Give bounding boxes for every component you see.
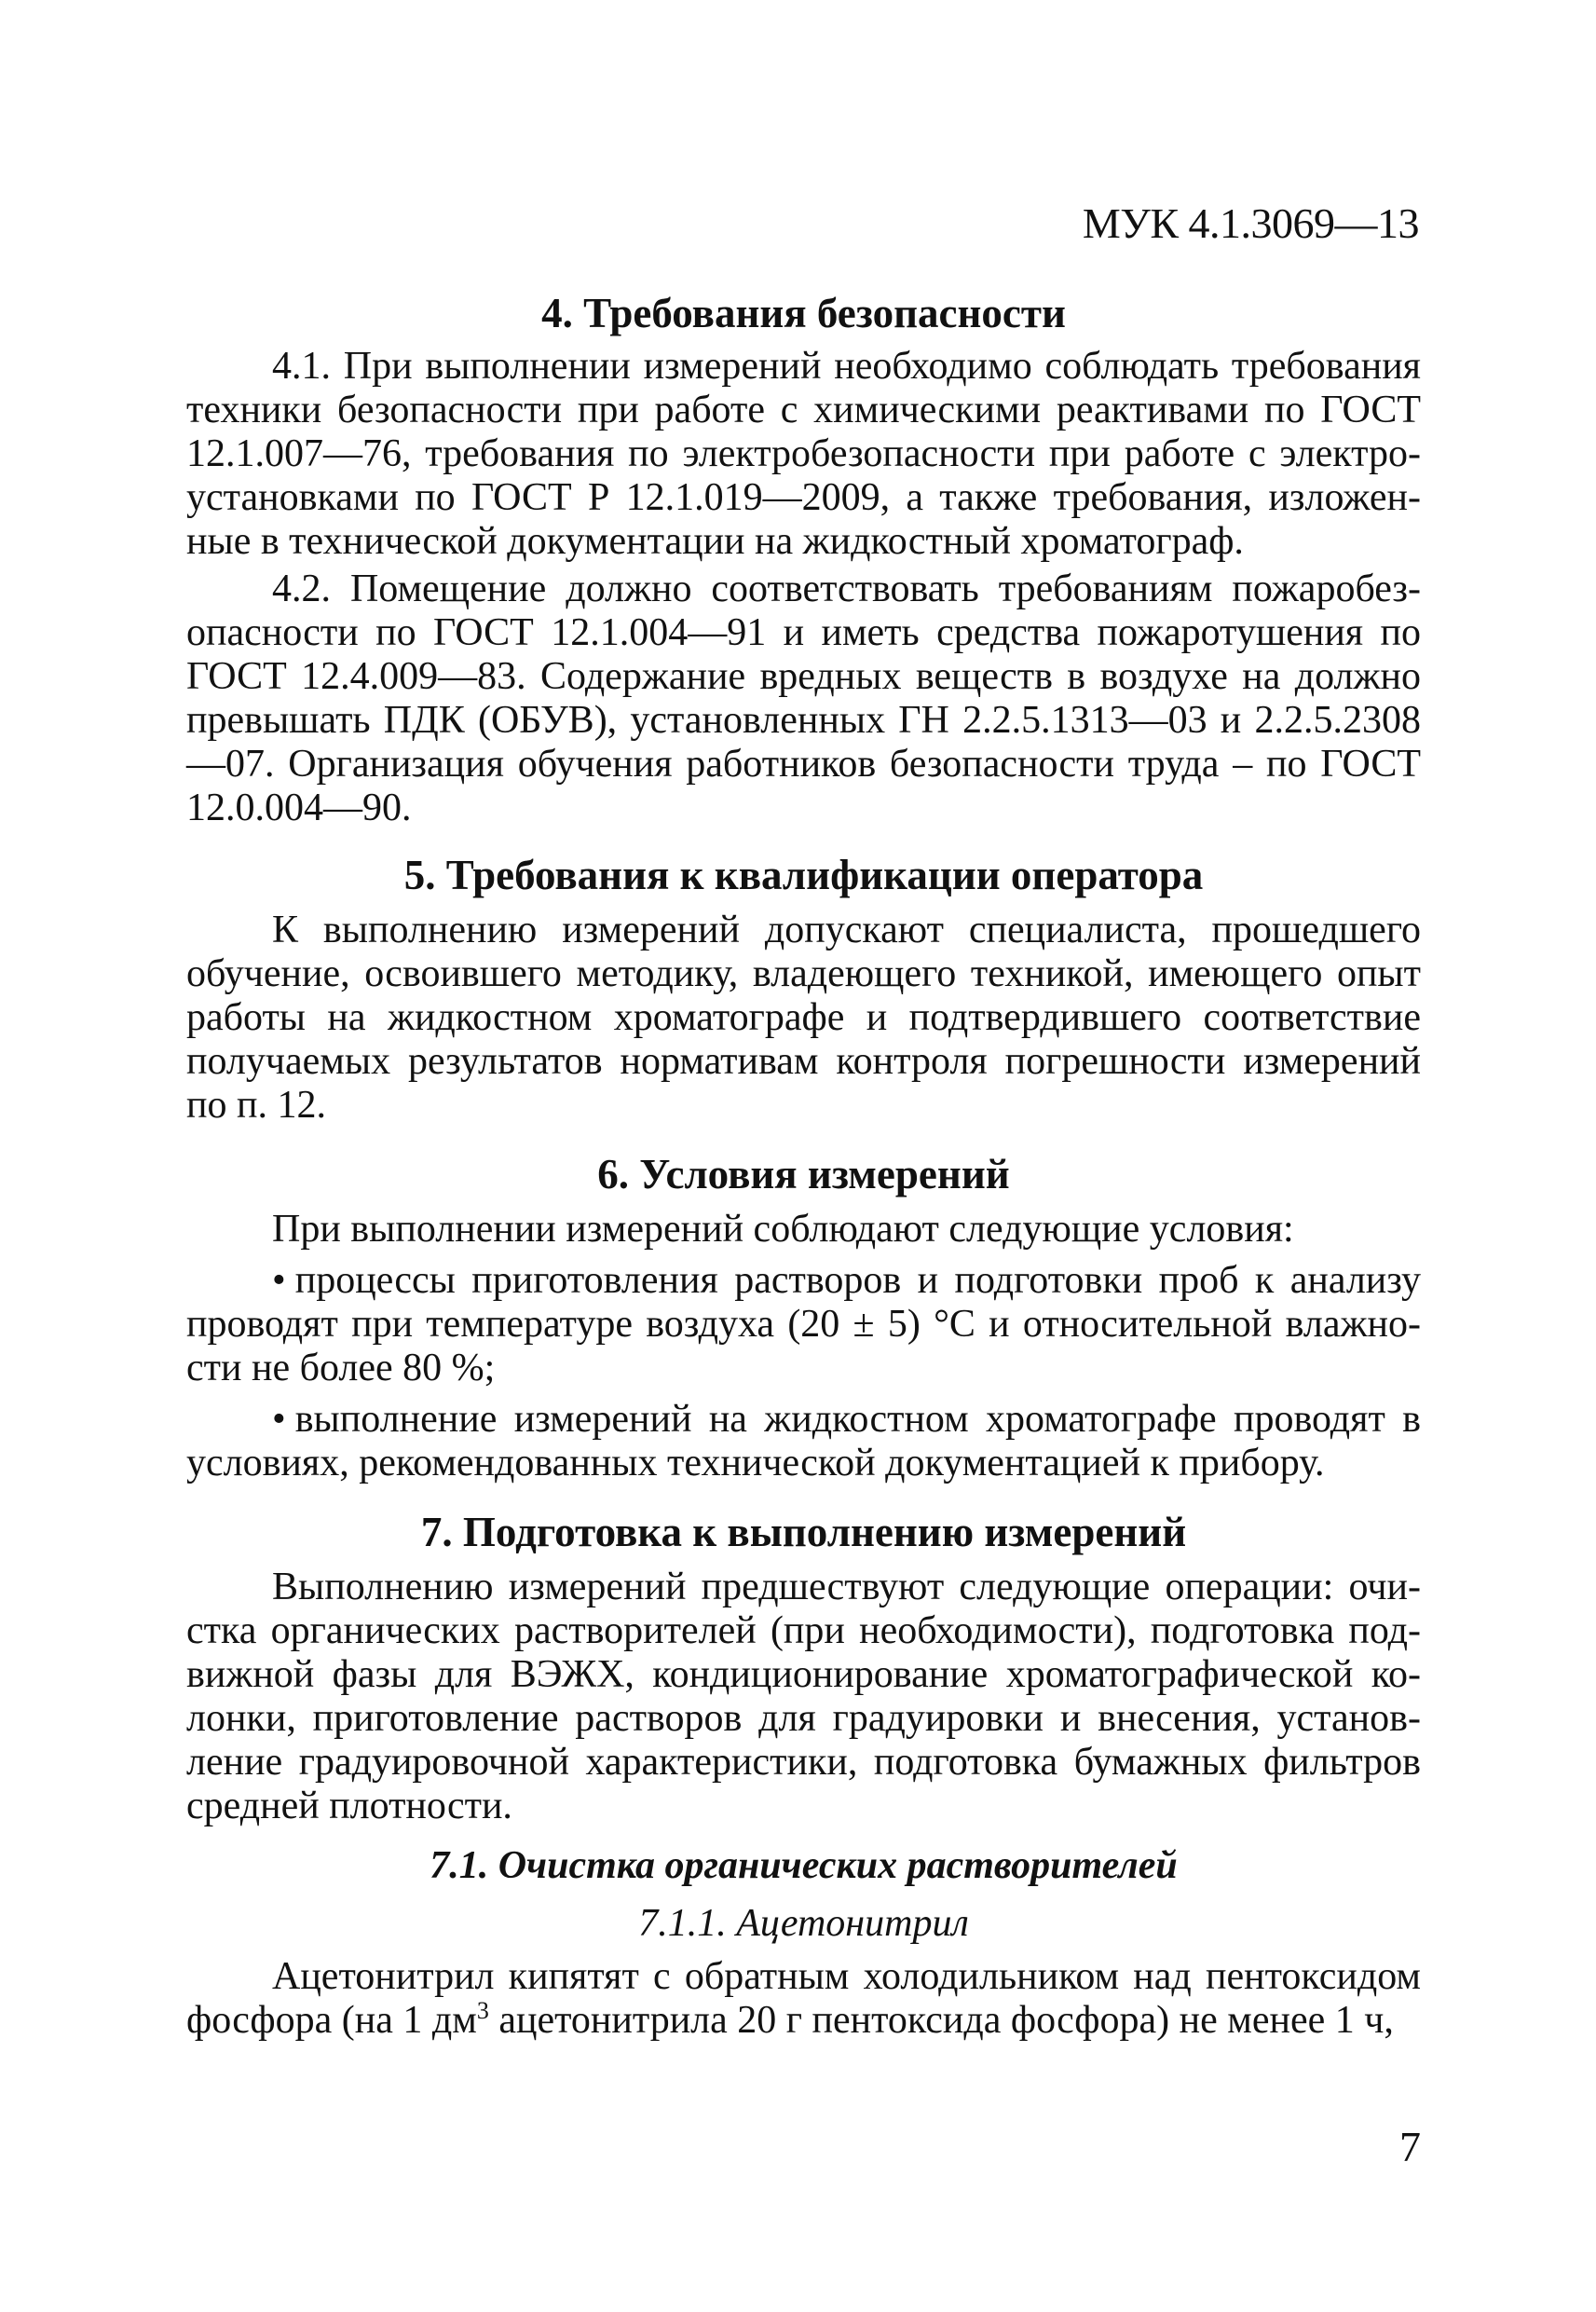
bullet-marker	[272, 1398, 295, 1441]
section-4-1-paragraph: 4.1. При выполнении измерений необходимо соблюдать требования техники безопасности при работе с химическими реактивами по ГОСТ 12.1.007—76, требования по электробезопасности при работе с электроустановками по ГОСТ Р 12.1.019—2009, а также требования, изложенные в технической документации на жидкостный хроматограф.	[186, 345, 1421, 563]
acetonitrile-text-end: ацетонитрила 20 г пентоксида фосфора) не менее 1 ч,	[488, 1999, 1394, 2042]
section-6-bullet-1-text: процессы приготовления растворов и подготовки проб к анализу проводят при температуре воздуха (20 ± 5) °С и относительной влажности не более 80 %;	[186, 1259, 1421, 1389]
section-4-heading: 4. Требования безопасности	[541, 290, 1066, 336]
section-5-paragraph: К выполнению измерений допускают специалиста, прошедшего обучение, освоившего методику, владеющего техникой, имеющего опыт работы на жидкостном хроматографе и подтвердившего соответствие получаемых результатов нормативам контроля погрешности измерений по п. 12.	[186, 909, 1421, 1127]
section-5-heading: 5. Требования к квалификации оператора	[403, 852, 1204, 898]
acetonitrile-paragraph	[186, 1955, 1421, 2043]
section-7-paragraph: Выполнению измерений предшествуют следующие операции: очистка органических растворителей (при необходимости), подготовка подвижной фазы для ВЭЖХ, кондиционирование хроматографической колонки, приготовление растворов для градуировки и внесения, установление градуировочной характеристики, подготовка бумажных фильтров средней плотности.	[186, 1566, 1421, 1827]
section-4-2-paragraph: 4.2. Помещение должно соответствовать требованиям пожаробезопасности по ГОСТ 12.1.004—91 и иметь средства пожаротушения по ГОСТ 12.4.009—83. Содержание вредных веществ в воздухе на должно превышать ПДК (ОБУВ), установленных ГН 2.2.5.1313—03 и 2.2.5.2308—07. Организация обучения работников безопасности труда – по ГОСТ 12.0.004—90.	[186, 568, 1421, 829]
subsection-7-1-heading: 7.1. Очистка органических растворителей	[430, 1844, 1178, 1887]
unit-superscript: 3	[476, 1997, 489, 2024]
page-content	[186, 287, 1421, 2043]
page-number: 7	[1399, 2123, 1421, 2170]
section-6-bullet-2	[186, 1398, 1421, 1485]
bullet-marker	[272, 1259, 295, 1302]
acetonitrile-text-start: Ацетонитрил кипятят с обратным холодильником над пентоксидом фосфора (на 1 дм	[186, 1955, 1421, 2042]
document-code: МУК 4.1.3069—13	[1082, 199, 1419, 247]
section-6-intro: При выполнении измерений соблюдают следующие условия:	[272, 1208, 1294, 1251]
subsection-7-1-1-heading: 7.1.1. Ацетонитрил	[638, 1902, 969, 1945]
section-6-bullet-2-text: выполнение измерений на жидкостном хроматографе проводят в условиях, рекомендованных технической документацией к прибору.	[186, 1398, 1421, 1484]
section-6-heading: 6. Условия измерений	[597, 1151, 1010, 1197]
section-7-heading: 7. Подготовка к выполнению измерений	[420, 1509, 1187, 1555]
section-6-bullet-1	[186, 1259, 1421, 1390]
